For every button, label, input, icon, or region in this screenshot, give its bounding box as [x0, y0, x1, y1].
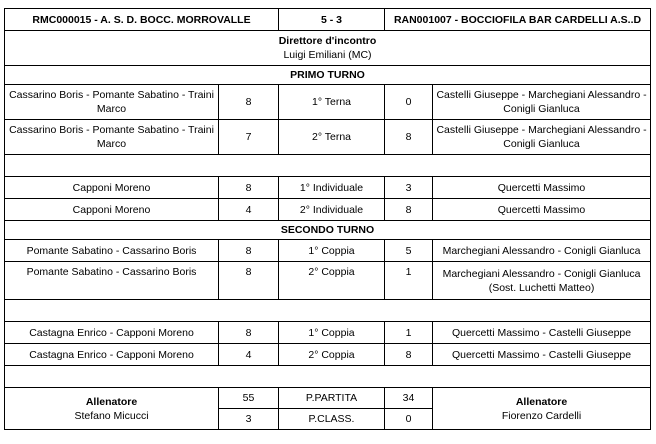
away-score: 1 [385, 262, 433, 300]
home-score: 4 [219, 199, 279, 221]
home-score: 8 [219, 177, 279, 199]
away-score: 8 [385, 120, 433, 155]
away-players: Quercetti Massimo [433, 199, 651, 221]
game-row [5, 240, 651, 262]
game-type: 2° Coppia [279, 262, 385, 300]
game-type: 1° Individuale [279, 177, 385, 199]
game-row [5, 199, 651, 221]
game-type: 1° Coppia [279, 322, 385, 344]
away-players-cell [433, 262, 651, 300]
home-score: 8 [219, 85, 279, 120]
home-score: 4 [219, 344, 279, 366]
away-players: Quercetti Massimo - Castelli Giuseppe [433, 322, 651, 344]
director-cell [5, 31, 651, 66]
away-coach-label: Allenatore [515, 395, 568, 408]
home-partita-points: 55 [219, 388, 279, 409]
away-players: Castelli Giuseppe - Marchegiani Alessandro - Conigli Gianluca [433, 120, 651, 155]
game-type: 1° Coppia [279, 240, 385, 262]
home-team-name: RMC000015 - A. S. D. BOCC. MORROVALLE [5, 9, 279, 31]
substitution-note: (Sost. Luchetti Matteo) [488, 281, 595, 294]
away-score: 1 [385, 322, 433, 344]
spacer-cell [5, 300, 651, 322]
home-score: 8 [219, 240, 279, 262]
spacer-row [5, 366, 651, 388]
away-partita-points: 34 [385, 388, 433, 409]
game-type: 2° Coppia [279, 344, 385, 366]
match-report-table [4, 8, 651, 430]
home-players: Cassarino Boris - Pomante Sabatino - Traini Marco [5, 120, 219, 155]
away-players: Marchegiani Alessandro - Conigli Gianluca [433, 240, 651, 262]
spacer-row [5, 300, 651, 322]
away-team-name: RAN001007 - BOCCIOFILA BAR CARDELLI A.S..D [385, 9, 651, 31]
game-row [5, 177, 651, 199]
game-row [5, 262, 651, 300]
round-title-row [5, 66, 651, 85]
home-players: Capponi Moreno [5, 177, 219, 199]
away-score: 5 [385, 240, 433, 262]
game-row [5, 344, 651, 366]
away-score: 0 [385, 85, 433, 120]
round-title: PRIMO TURNO [5, 66, 651, 85]
away-score: 8 [385, 344, 433, 366]
round-title-row [5, 221, 651, 240]
spacer-row [5, 155, 651, 177]
away-players: Quercetti Massimo [433, 177, 651, 199]
spacer-cell [5, 366, 651, 388]
game-row [5, 322, 651, 344]
game-type: 2° Terna [279, 120, 385, 155]
game-row [5, 120, 651, 155]
away-score: 8 [385, 199, 433, 221]
away-coach-cell [433, 388, 651, 430]
header-row [5, 9, 651, 31]
game-type: 2° Individuale [279, 199, 385, 221]
director-label: Direttore d'incontro [278, 35, 377, 47]
away-players: Castelli Giuseppe - Marchegiani Alessandro - Conigli Gianluca [433, 85, 651, 120]
home-coach-label: Allenatore [85, 395, 138, 408]
director-row [5, 31, 651, 66]
away-class-points: 0 [385, 409, 433, 430]
home-players: Cassarino Boris - Pomante Sabatino - Traini Marco [5, 85, 219, 120]
totals-row-partita [5, 388, 651, 409]
home-score: 8 [219, 262, 279, 300]
match-score: 5 - 3 [279, 9, 385, 31]
away-players: Quercetti Massimo - Castelli Giuseppe [433, 344, 651, 366]
director-name: Luigi Emiliani (MC) [283, 49, 372, 61]
home-players: Pomante Sabatino - Cassarino Boris [5, 240, 219, 262]
home-class-points: 3 [219, 409, 279, 430]
home-players: Castagna Enrico - Capponi Moreno [5, 344, 219, 366]
home-players: Capponi Moreno [5, 199, 219, 221]
game-type: 1° Terna [279, 85, 385, 120]
away-players: Marchegiani Alessandro - Conigli Gianluca [442, 267, 641, 280]
home-coach-cell [5, 388, 219, 430]
away-score: 3 [385, 177, 433, 199]
class-label: P.CLASS. [279, 409, 385, 430]
home-score: 7 [219, 120, 279, 155]
round-title: SECONDO TURNO [5, 221, 651, 240]
home-score: 8 [219, 322, 279, 344]
home-players: Pomante Sabatino - Cassarino Boris [5, 262, 219, 300]
away-coach-name: Fiorenzo Cardelli [501, 409, 582, 422]
game-row [5, 85, 651, 120]
partita-label: P.PARTITA [279, 388, 385, 409]
home-players: Castagna Enrico - Capponi Moreno [5, 322, 219, 344]
home-coach-name: Stefano Micucci [74, 409, 149, 422]
spacer-cell [5, 155, 651, 177]
